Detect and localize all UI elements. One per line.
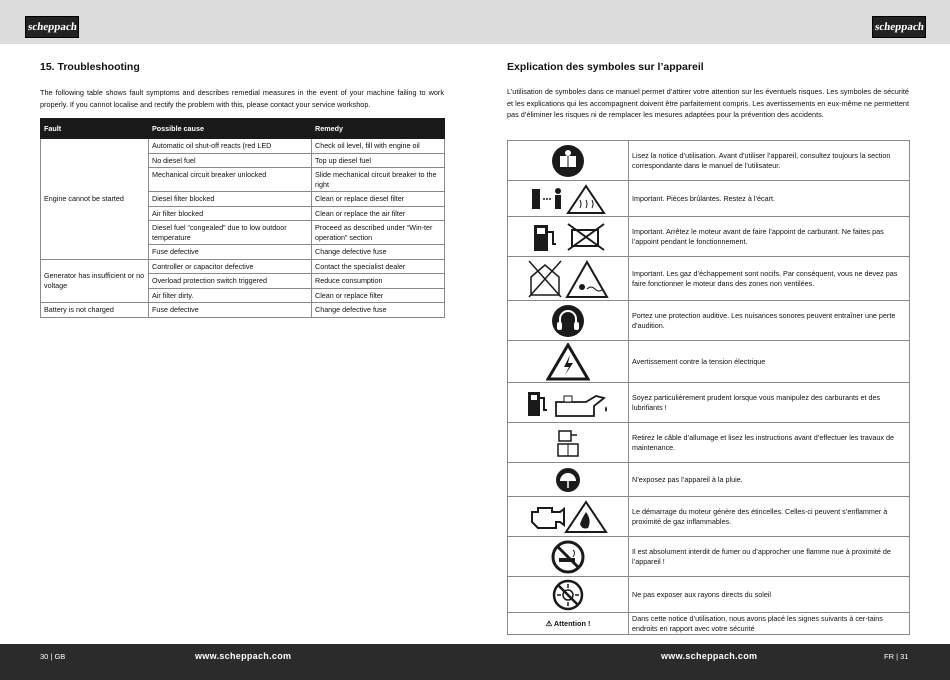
exhaust-gas-icon [508, 257, 629, 301]
symbol-row [508, 301, 910, 341]
symbol-text: Important. Arrêtez le moteur avant de faire l’appoint de carburant. Ne faites pas l’appoint pendant le fonctionnement. [629, 217, 910, 257]
symbol-row [508, 217, 910, 257]
remedy-cell: Change defective fuse [312, 303, 445, 318]
troubleshooting-heading: 15. Troubleshooting [40, 61, 140, 73]
header-bar [0, 0, 950, 44]
website-link-right[interactable]: www.scheppach.com [661, 651, 758, 661]
symbol-row [508, 497, 910, 537]
table-row [41, 303, 445, 318]
cause-cell: Overload protection switch triggered [149, 274, 312, 289]
ear-protection-icon [508, 301, 629, 341]
symbol-row [508, 577, 910, 613]
cause-cell: Fuse defective [149, 303, 312, 318]
symbol-text: Retirez le câble d’allumage et lisez les instructions avant d’effectuer les travaux de maintenance. [629, 423, 910, 463]
page-number-right: FR | 31 [884, 652, 909, 661]
symbol-row [508, 341, 910, 383]
fuel-oil-icon [508, 383, 629, 423]
table-row [41, 139, 445, 154]
symbols-table [507, 140, 910, 635]
cause-cell: Air filter dirty. [149, 288, 312, 303]
symbols-heading: Explication des symboles sur l’appareil [507, 61, 704, 73]
cause-cell: Diesel filter blocked [149, 192, 312, 207]
col-header-remedy: Remedy [312, 119, 445, 139]
no-rain-icon [508, 463, 629, 497]
hot-surface-icon [508, 181, 629, 217]
symbol-row [508, 423, 910, 463]
footer-bar [0, 644, 950, 680]
refuel-stop-engine-icon [508, 217, 629, 257]
cause-cell: Diesel fuel “congealed” due to low outdoor temperature [149, 221, 312, 245]
ignition-cable-icon [508, 423, 629, 463]
brand-logo-left: scheppach [25, 16, 79, 38]
symbols-intro: L’utilisation de symboles dans ce manuel permet d’attirer votre attention sur les éventuels risques. Les symboles de sécurité et les explications qui les accompagnent doivent être parfaitement compris. Les avertissements en eux-même ne permettent pas d’éliminer les risques ni de remplacer les mesures adaptées pour la prévention des accidents. [507, 87, 909, 120]
attention-text: Dans cette notice d’utilisation, nous avons placé les signes suivants à cer-tains endroits en rapport avec votre sécurité [629, 613, 910, 635]
engine-sparks-icon [508, 497, 629, 537]
electric-voltage-icon [508, 341, 629, 383]
remedy-cell: Reduce consumption [312, 274, 445, 289]
symbol-text: Important. Pièces brûlantes. Restez à l’écart. [629, 181, 910, 217]
remedy-cell: Clean or replace diesel filter [312, 192, 445, 207]
remedy-cell: Contact the specialist dealer [312, 259, 445, 274]
cause-cell: Air filter blocked [149, 206, 312, 221]
remedy-cell: Proceed as described under “Win-ter operation” section [312, 221, 445, 245]
cause-cell: Fuse defective [149, 245, 312, 260]
symbol-row [508, 537, 910, 577]
table-row [41, 259, 445, 274]
website-link-left[interactable]: www.scheppach.com [195, 651, 292, 661]
symbol-text: Soyez particulièrement prudent lorsque vous manipulez des carburants et des lubrifiants ! [629, 383, 910, 423]
remedy-cell: Clean or replace filter [312, 288, 445, 303]
brand-logo-right: scheppach [872, 16, 926, 38]
cause-cell: Controller or capacitor defective [149, 259, 312, 274]
no-smoking-icon [508, 537, 629, 577]
remedy-cell: Slide mechanical circuit breaker to the right [312, 168, 445, 192]
symbol-row [508, 181, 910, 217]
col-header-fault: Fault [41, 119, 149, 139]
symbol-text: Lisez la notice d’utilisation. Avant d’utiliser l’appareil, consultez toujours la section correspondante dans le manuel de l’utilisateur. [629, 141, 910, 181]
right-page [507, 61, 909, 121]
no-sun-icon [508, 577, 629, 613]
page-number-left: 30 | GB [40, 652, 66, 661]
remedy-cell: Clean or replace the air filter [312, 206, 445, 221]
attention-row [508, 613, 910, 635]
left-page [40, 61, 444, 318]
symbol-text: Important. Les gaz d’échappement sont nocifs. Par conséquent, vous ne devez pas faire fonctionner le moteur dans des zones non ventilées. [629, 257, 910, 301]
symbol-row [508, 463, 910, 497]
fault-cell: Battery is not charged [41, 303, 149, 318]
read-manual-icon [508, 141, 629, 181]
attention-label: ⚠ Attention ! [508, 613, 629, 635]
symbol-row [508, 383, 910, 423]
fault-cell: Engine cannot be started [41, 139, 149, 260]
remedy-cell: Check oil level, fill with engine oil [312, 139, 445, 154]
troubleshooting-intro: The following table shows fault symptoms and describes remedial measures in the event of your machine failing to work properly. If you cannot localise and rectify the problem with this, please contact your service workshop. [40, 88, 444, 109]
symbol-text: Il est absolument interdit de fumer ou d’approcher une flamme nue à proximité de l’appareil ! [629, 537, 910, 577]
cause-cell: No diesel fuel [149, 153, 312, 168]
symbol-row [508, 141, 910, 181]
symbol-text: Le démarrage du moteur génère des étincelles. Celles-ci peuvent s’enflammer à proximité de gaz inflammables. [629, 497, 910, 537]
symbol-text: N’exposez pas l’appareil à la pluie. [629, 463, 910, 497]
fault-cell: Generator has insufficient or no voltage [41, 259, 149, 303]
symbol-text: Avertissement contre la tension électrique [629, 341, 910, 383]
cause-cell: Mechanical circuit breaker unlocked [149, 168, 312, 192]
col-header-cause: Possible cause [149, 119, 312, 139]
symbol-row [508, 257, 910, 301]
remedy-cell: Top up diesel fuel [312, 153, 445, 168]
troubleshooting-table [40, 118, 445, 318]
symbol-text: Ne pas exposer aux rayons directs du soleil [629, 577, 910, 613]
symbol-text: Portez une protection auditive. Les nuisances sonores peuvent entraîner une perte d’audition. [629, 301, 910, 341]
cause-cell: Automatic oil shut-off reacts (red LED [149, 139, 312, 154]
remedy-cell: Change defective fuse [312, 245, 445, 260]
